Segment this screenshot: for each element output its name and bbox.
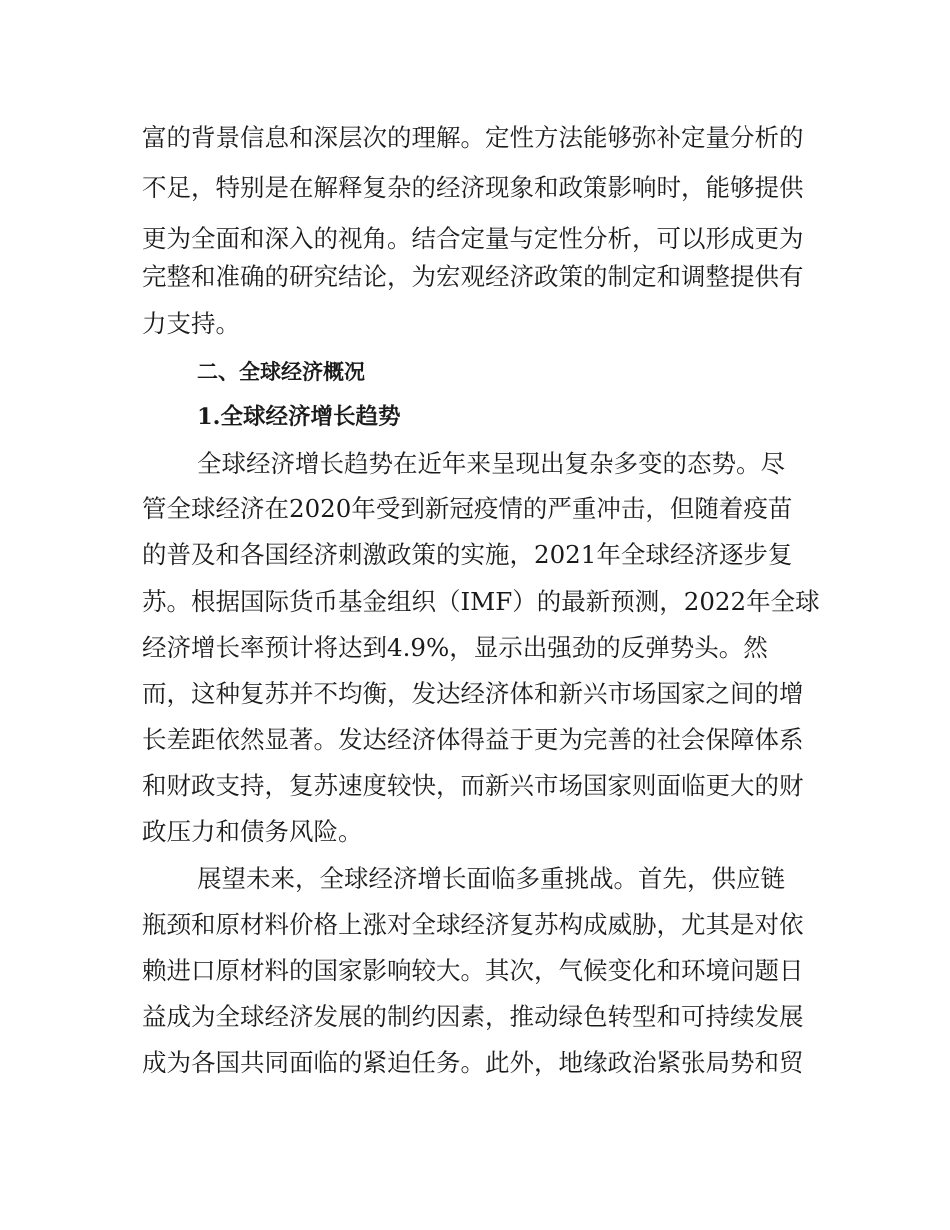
paragraph-line: 展望未来，全球经济增长面临多重挑战。首先，供应链 <box>197 864 785 893</box>
paragraph-line: 赖进口原材料的国家影响较大。其次，气候变化和环境问题日 <box>142 956 804 985</box>
paragraph-line: 管全球经济在2020年受到新冠疫情的严重冲击，但随着疫苗 <box>142 494 793 523</box>
paragraph-line: 的普及和各国经济刺激政策的实施，2021年全球经济逐步复 <box>142 540 793 569</box>
paragraph-line: 政压力和债务风险。 <box>142 817 363 846</box>
paragraph-line: 成为各国共同面临的紧迫任务。此外，地缘政治紧张局势和贸 <box>142 1048 804 1077</box>
paragraph-line: 更为全面和深入的视角。结合定量与定性分析，可以形成更为 <box>142 224 804 253</box>
paragraph-line: 长差距依然显著。发达经济体得益于更为完善的社会保障体系 <box>142 725 804 754</box>
paragraph-line: 益成为全球经济发展的制约因素，推动绿色转型和可持续发展 <box>142 1002 804 1031</box>
paragraph-line: 苏。根据国际货币基金组织（IMF）的最新预测，2022年全球 <box>142 587 820 616</box>
paragraph-line: 经济增长率预计将达到4.9%，显示出强劲的反弹势头。然 <box>142 633 768 662</box>
section-heading: 二、全球经济概况 <box>197 360 365 384</box>
paragraph-line: 富的背景信息和深层次的理解。定性方法能够弥补定量分析的 <box>142 123 804 152</box>
paragraph-line: 和财政支持，复苏速度较快，而新兴市场国家则面临更大的财 <box>142 771 804 800</box>
paragraph-line: 不足，特别是在解释复杂的经济现象和政策影响时，能够提供 <box>142 173 804 202</box>
paragraph-line: 完整和准确的研究结论，为宏观经济政策的制定和调整提供有 <box>142 262 804 291</box>
paragraph-line: 力支持。 <box>142 309 240 338</box>
paragraph-line: 瓶颈和原材料价格上涨对全球经济复苏构成威胁，尤其是对依 <box>142 910 804 939</box>
paragraph-line: 全球经济增长趋势在近年来呈现出复杂多变的态势。尽 <box>197 449 785 478</box>
paragraph-line: 而，这种复苏并不均衡，发达经济体和新兴市场国家之间的增 <box>142 679 804 708</box>
subsection-heading: 1.全球经济增长趋势 <box>197 404 401 430</box>
